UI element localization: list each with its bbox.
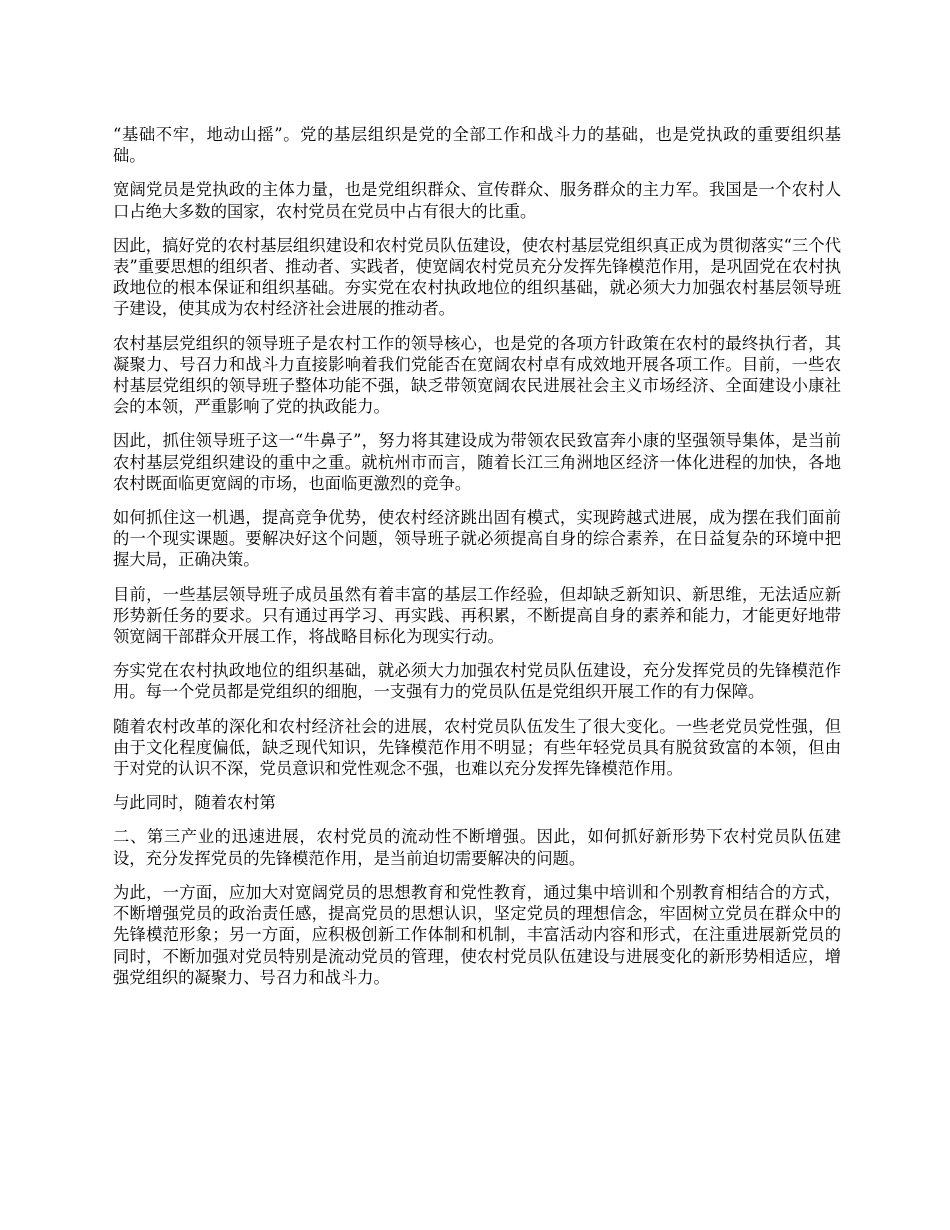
- paragraph-3: 因此，搞好党的农村基层组织建设和农村党员队伍建设，使农村基层党组织真正成为贯彻落实“三个代表”重要思想的组织者、推动者、实践者，使宽阔农村党员充分发挥先锋模范作用，是巩固党在农村执政地位的根本保证和组织基础。夯实党在农村执政地位的组织基础，就必须大力加强农村基层领导班子建设，使其成为农村经济社会进展的推动者。: [113, 235, 841, 319]
- paragraph-1: “基础不牢，地动山摇”。党的基层组织是党的全部工作和战斗力的基础，也是党执政的重要组织基础。: [113, 125, 841, 166]
- paragraph-11: 二、第三产业的迅速进展，农村党员的流动性不断增强。因此，如何抓好新形势下农村党员队伍建设，充分发挥党员的先锋模范作用，是当前迫切需要解决的问题。: [113, 827, 841, 868]
- paragraph-4: 农村基层党组织的领导班子是农村工作的领导核心，也是党的各项方针政策在农村的最终执行者，其凝聚力、号召力和战斗力直接影响着我们党能否在宽阔农村卓有成效地开展各项工作。目前，一些农村基层党组织的领导班子整体功能不强，缺乏带领宽阔农民进展社会主义市场经济、全面建设小康社会的本领，严重影响了党的执政能力。: [113, 333, 841, 417]
- paragraph-10: 与此同时，随着农村第: [113, 793, 276, 813]
- paragraph-7: 目前，一些基层领导班子成员虽然有着丰富的基层工作经验，但却缺乏新知识、新思维，无法适应新形势新任务的要求。只有通过再学习、再实践、再积累，不断提高自身的素养和能力，才能更好地带领宽阔干部群众开展工作，将战略目标化为现实行动。: [113, 584, 841, 647]
- paragraph-2: 宽阔党员是党执政的主体力量，也是党组织群众、宣传群众、服务群众的主力军。我国是一个农村人口占绝大多数的国家，农村党员在党员中占有很大的比重。: [113, 180, 841, 221]
- paragraph-8: 夯实党在农村执政地位的组织基础，就必须大力加强农村党员队伍建设，充分发挥党员的先锋模范作用。每一个党员都是党组织的细胞，一支强有力的党员队伍是党组织开展工作的有力保障。: [113, 661, 841, 702]
- paragraph-6: 如何抓住这一机遇，提高竞争优势，使农村经济跳出固有模式，实现跨越式进展，成为摆在我们面前的一个现实课题。要解决好这个问题，领导班子就必须提高自身的综合素养，在日益复杂的环境中把握大局，正确决策。: [113, 508, 841, 570]
- document-page: [113, 124, 841, 1001]
- paragraph-9: 随着农村改革的深化和农村经济社会的进展，农村党员队伍发生了很大变化。一些老党员党性强，但由于文化程度偏低，缺乏现代知识，先锋模范作用不明显；有些年轻党员具有脱贫致富的本领，但由于对党的认识不深，党员意识和党性观念不强，也难以充分发挥先锋模范作用。: [113, 716, 841, 779]
- paragraph-5: 因此，抓住领导班子这一“牛鼻子”，努力将其建设成为带领农民致富奔小康的坚强领导集体，是当前农村基层党组织建设的重中之重。就杭州市而言，随着长江三角洲地区经济一体化进程的加快，各地农村既面临更宽阔的市场，也面临更激烈的竞争。: [113, 431, 841, 493]
- paragraph-12: 为此，一方面，应加大对宽阔党员的思想教育和党性教育，通过集中培训和个别教育相结合的方式，不断增强党员的政治责任感，提高党员的思想认识，坚定党员的理想信念，牢固树立党员在群众中的先锋模范形象；另一方面，应积极创新工作体制和机制，丰富活动内容和形式，在注重进展新党员的同时，不断加强对党员特别是流动党员的管理，使农村党员队伍建设与进展变化的新形势相适应，增强党组织的凝聚力、号召力和战斗力。: [113, 882, 841, 987]
